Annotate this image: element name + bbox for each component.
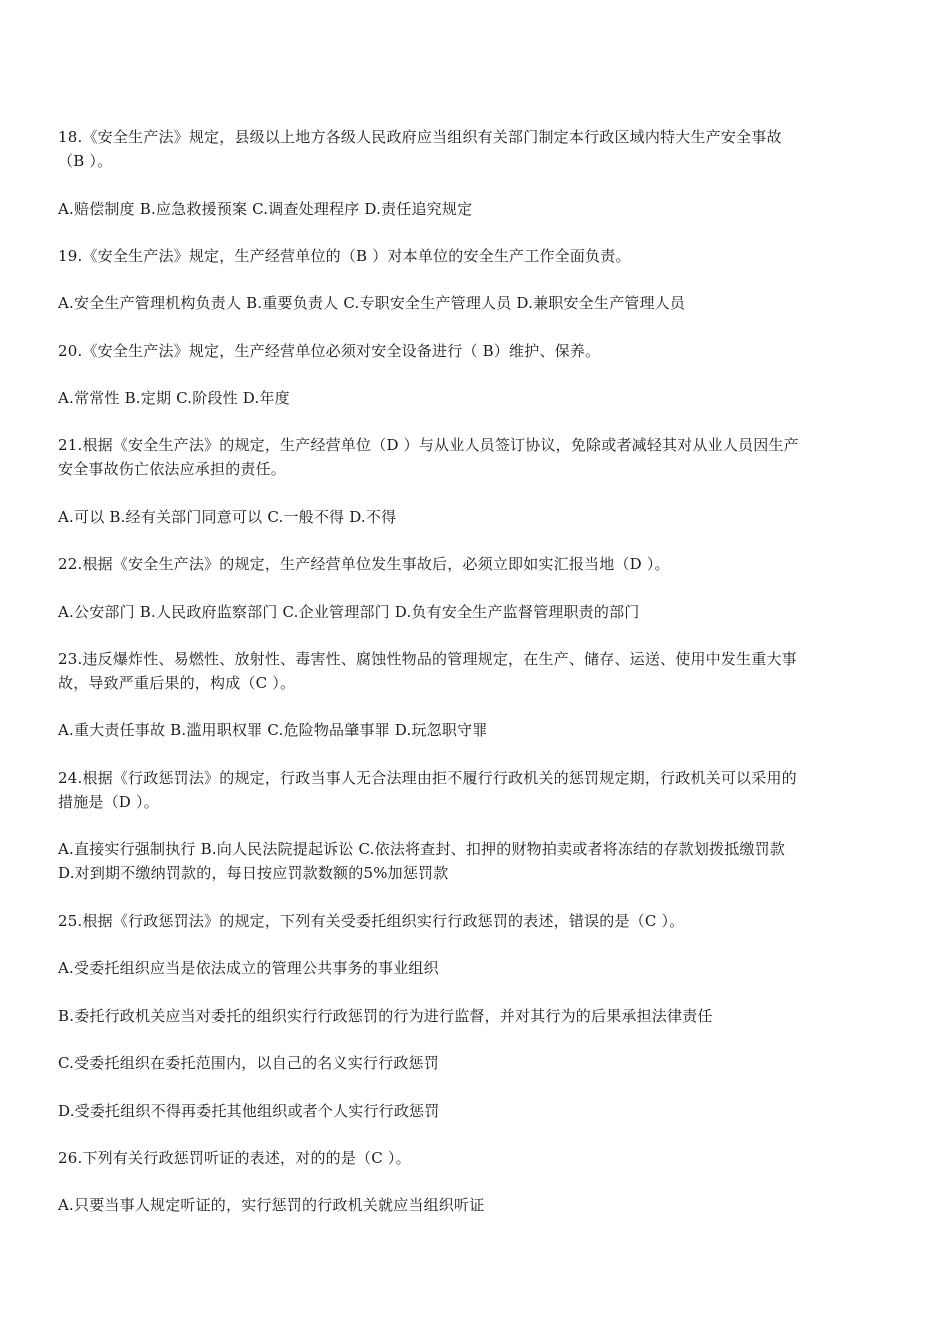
question-20-stem: 20.《安全生产法》规定，生产经营单位必须对安全设备进行（ B）维护、保养。: [58, 342, 601, 360]
question-22-options: A.公安部门 B.人民政府监察部门 C.企业管理部门 D.负有安全生产监督管理职责的部门: [58, 603, 640, 621]
question-19-stem: 19.《安全生产法》规定，生产经营单位的（B ）对本单位的安全生产工作全面负责。: [58, 247, 631, 265]
question-18-options: A.赔偿制度 B.应急救援预案 C.调查处理程序 D.责任追究规定: [58, 200, 473, 218]
question-23-stem-cont: 故，导致严重后果的，构成（C ）。: [58, 674, 296, 692]
question-25-option-b: B.委托行政机关应当对委托的组织实行行政惩罚的行为进行监督，并对其行为的后果承担法律责任: [58, 1007, 713, 1025]
question-24-stem: 24.根据《行政惩罚法》的规定，行政当事人无合法理由拒不履行行政机关的惩罚规定期，行政机关可以采用的: [58, 769, 797, 787]
question-18-stem-cont: （B ）。: [58, 152, 113, 170]
question-23-options: A.重大责任事故 B.滥用职权罪 C.危险物品肇事罪 D.玩忽职守罪: [58, 721, 488, 739]
question-26-stem: 26.下列有关行政惩罚听证的表述，对的的是（C ）。: [58, 1149, 411, 1167]
question-25-option-d: D.受委托组织不得再委托其他组织或者个人实行行政惩罚: [58, 1102, 440, 1120]
question-25-option-a: A.受委托组织应当是依法成立的管理公共事务的事业组织: [58, 959, 439, 977]
question-21-options: A.可以 B.经有关部门同意可以 C.一般不得 D.不得: [58, 508, 397, 526]
question-25-option-c: C.受委托组织在委托范围内，以自己的名义实行行政惩罚: [58, 1054, 439, 1072]
question-20-options: A.常常性 B.定期 C.阶段性 D.年度: [58, 389, 290, 407]
question-21-stem-cont: 安全事故伤亡依法应承担的责任。: [58, 460, 287, 478]
question-24-options: A.直接实行强制执行 B.向人民法院提起诉讼 C.依法将查封、扣押的财物拍卖或者将冻结的存款划拨抵缴罚款: [58, 840, 786, 858]
question-19-options: A.安全生产管理机构负责人 B.重要负责人 C.专职安全生产管理人员 D.兼职安全生产管理人员: [58, 294, 686, 312]
question-24-stem-cont: 措施是（D ）。: [58, 793, 159, 811]
question-24-options-cont: D.对到期不缴纳罚款的，每日按应罚款数额的5%加惩罚款: [58, 864, 449, 882]
question-25-stem: 25.根据《行政惩罚法》的规定，下列有关受委托组织实行行政惩罚的表述，错误的是（C ）。: [58, 912, 685, 930]
question-22-stem: 22.根据《安全生产法》的规定，生产经营单位发生事故后，必须立即如实汇报当地（D ）。: [58, 555, 670, 573]
question-18-stem: 18.《安全生产法》规定，县级以上地方各级人民政府应当组织有关部门制定本行政区域内特大生产安全事故: [58, 128, 782, 146]
question-23-stem: 23.违反爆炸性、易燃性、放射性、毒害性、腐蚀性物品的管理规定，在生产、储存、运送、使用中发生重大事: [58, 650, 797, 668]
question-21-stem: 21.根据《安全生产法》的规定，生产经营单位（D ）与从业人员签订协议，免除或者减轻其对从业人员因生产: [58, 436, 799, 454]
question-26-option-a: A.只要当事人规定听证的，实行惩罚的行政机关就应当组织听证: [58, 1196, 485, 1214]
